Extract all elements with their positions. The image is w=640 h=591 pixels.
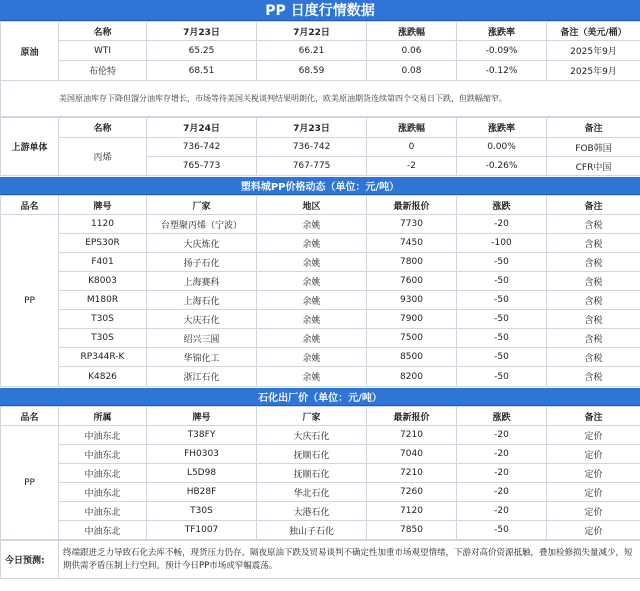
table-row (1, 291, 640, 310)
header-cell: 涨跌率 (457, 22, 547, 41)
cell: 7900 (367, 310, 457, 329)
table-row (1, 502, 640, 521)
cell: -20 (457, 464, 547, 483)
factory-section-title: 石化出厂价（单位：元/吨） (0, 387, 640, 406)
cell: 7500 (367, 329, 457, 348)
cell: 736-742 (147, 138, 257, 157)
cell: 含税 (547, 272, 640, 291)
report-title: PP 日度行情数据 (0, 0, 640, 21)
cell: EPS30R (59, 234, 147, 253)
cell: 1120 (59, 215, 147, 234)
cell: 余姚 (257, 272, 367, 291)
cell: 0.06 (367, 41, 457, 61)
monomer-label: 上游单体 (1, 118, 59, 176)
cell: T30S (59, 329, 147, 348)
header-cell: 品名 (1, 407, 59, 426)
cell: -2 (367, 157, 457, 176)
cell: 绍兴三圆 (147, 329, 257, 348)
cell: 7800 (367, 253, 457, 272)
cell: 含税 (547, 234, 640, 253)
header-cell: 牌号 (59, 196, 147, 215)
cell: 布伦特 (59, 61, 147, 81)
cell: 华北石化 (257, 483, 367, 502)
crude-label: 原油 (1, 22, 59, 81)
cell: 8200 (367, 367, 457, 387)
table-row (1, 521, 640, 540)
cell: 余姚 (257, 348, 367, 367)
cell: 7730 (367, 215, 457, 234)
cell: -20 (457, 215, 547, 234)
table-row (1, 464, 640, 483)
cell: 华锦化工 (147, 348, 257, 367)
cell: 含税 (547, 291, 640, 310)
cell: 台塑聚丙烯（宁波） (147, 215, 257, 234)
cell: 中油东北 (59, 426, 147, 445)
table-row (1, 272, 640, 291)
header-cell: 7月22日 (257, 22, 367, 41)
header-cell: 所属 (59, 407, 147, 426)
cell: 7210 (367, 464, 457, 483)
market-table (0, 195, 640, 387)
table-row (1, 329, 640, 348)
cell: 0.08 (367, 61, 457, 81)
cell: 含税 (547, 367, 640, 387)
header-cell: 厂家 (147, 196, 257, 215)
factory-table (0, 406, 640, 540)
cell: 抚顺石化 (257, 445, 367, 464)
cell: 余姚 (257, 310, 367, 329)
cell: 8500 (367, 348, 457, 367)
cell: 7600 (367, 272, 457, 291)
cell: 中油东北 (59, 445, 147, 464)
cell: 大港石化 (257, 502, 367, 521)
cell: -50 (457, 367, 547, 387)
cell: F401 (59, 253, 147, 272)
header-cell: 最新报价 (367, 407, 457, 426)
cell: -20 (457, 502, 547, 521)
cell: 定价 (547, 502, 640, 521)
cell: 浙江石化 (147, 367, 257, 387)
table-row (1, 41, 640, 61)
cell: 767-775 (257, 157, 367, 176)
cell: -0.26% (457, 157, 547, 176)
table-row (1, 61, 640, 81)
cell: 上海赛科 (147, 272, 257, 291)
cell: 中油东北 (59, 483, 147, 502)
table-row (1, 426, 640, 445)
forecast-text: 终端跟进乏力导致石化去库不畅，现货压力仍存。隔夜原油下跌及贸易谈判不确定性加重市场观望情绪，下游对高价资源抵触，叠加检修损失量减少，短期供需矛盾压制上行空间。预计今日PP市场或窄幅震荡。 (59, 541, 640, 579)
header-cell: 备注 (547, 196, 640, 215)
table-row (1, 367, 640, 387)
factory-product: PP (1, 426, 59, 540)
header-cell: 地区 (257, 196, 367, 215)
cell: T38FY (147, 426, 257, 445)
cell: 66.21 (257, 41, 367, 61)
crude-note-row (1, 81, 640, 117)
cell: 定价 (547, 483, 640, 502)
cell: 9300 (367, 291, 457, 310)
header-cell: 涨跌幅 (367, 22, 457, 41)
forecast-row (1, 541, 640, 579)
header-cell: 备注 (547, 118, 640, 138)
cell: 含税 (547, 253, 640, 272)
cell: 大庆石化 (257, 426, 367, 445)
table-row (1, 253, 640, 272)
header-cell: 品名 (1, 196, 59, 215)
cell: -0.12% (457, 61, 547, 81)
cell: 0 (367, 138, 457, 157)
cell: 含税 (547, 329, 640, 348)
cell: 余姚 (257, 215, 367, 234)
forecast-label: 今日预测: (1, 541, 59, 579)
crude-note: 美国原油库存下降但馏分油库存增长，市场等待美国关税谈判结果明朗化，欧美原油期货连续第四个交易日下跌，但跌幅缩窄。 (1, 81, 640, 117)
market-section-title: 塑料城PP价格动态（单位：元/吨） (0, 176, 640, 195)
crude-header-row (1, 22, 640, 41)
cell: -50 (457, 329, 547, 348)
header-cell: 7月23日 (257, 118, 367, 138)
header-cell: 厂家 (257, 407, 367, 426)
header-cell: 备注 (547, 407, 640, 426)
cell: 定价 (547, 464, 640, 483)
monomer-name: 丙烯 (59, 138, 147, 176)
cell: 余姚 (257, 291, 367, 310)
cell: -20 (457, 445, 547, 464)
cell: -20 (457, 426, 547, 445)
table-row (1, 138, 640, 157)
cell: -50 (457, 272, 547, 291)
header-cell: 涨跌幅 (367, 118, 457, 138)
cell: 7210 (367, 426, 457, 445)
table-row (1, 348, 640, 367)
cell: 含税 (547, 310, 640, 329)
cell: 68.51 (147, 61, 257, 81)
cell: FH0303 (147, 445, 257, 464)
cell: 65.25 (147, 41, 257, 61)
cell: 上海石化 (147, 291, 257, 310)
cell: 余姚 (257, 367, 367, 387)
table-row (1, 483, 640, 502)
crude-table (0, 21, 640, 117)
forecast-table (0, 540, 640, 579)
cell: 抚顺石化 (257, 464, 367, 483)
header-cell: 最新报价 (367, 196, 457, 215)
cell: T30S (147, 502, 257, 521)
table-row (1, 234, 640, 253)
cell: 7120 (367, 502, 457, 521)
cell: 2025年9月 (547, 61, 640, 81)
cell: -50 (457, 348, 547, 367)
cell: M180R (59, 291, 147, 310)
cell: K4826 (59, 367, 147, 387)
cell: 定价 (547, 426, 640, 445)
cell: HB28F (147, 483, 257, 502)
cell: 余姚 (257, 253, 367, 272)
cell: 7040 (367, 445, 457, 464)
cell: 7450 (367, 234, 457, 253)
cell: 余姚 (257, 329, 367, 348)
header-cell: 7月24日 (147, 118, 257, 138)
cell: 7850 (367, 521, 457, 540)
cell: 中油东北 (59, 521, 147, 540)
cell: 扬子石化 (147, 253, 257, 272)
cell: FOB韩国 (547, 138, 640, 157)
monomer-header-row (1, 118, 640, 138)
header-cell: 涨跌 (457, 407, 547, 426)
cell: -0.09% (457, 41, 547, 61)
cell: 7260 (367, 483, 457, 502)
cell: 定价 (547, 521, 640, 540)
cell: 大庆石化 (147, 310, 257, 329)
cell: 2025年9月 (547, 41, 640, 61)
cell: T30S (59, 310, 147, 329)
cell: 独山子石化 (257, 521, 367, 540)
cell: 含税 (547, 215, 640, 234)
cell: -50 (457, 253, 547, 272)
cell: 中油东北 (59, 464, 147, 483)
cell: CFR中国 (547, 157, 640, 176)
cell: 定价 (547, 445, 640, 464)
cell: K8003 (59, 272, 147, 291)
table-row (1, 215, 640, 234)
header-cell: 7月23日 (147, 22, 257, 41)
header-cell: 备注（美元/桶） (547, 22, 640, 41)
factory-header-row (1, 407, 640, 426)
cell: TF1007 (147, 521, 257, 540)
cell: RP344R-K (59, 348, 147, 367)
cell: -50 (457, 521, 547, 540)
cell: 余姚 (257, 234, 367, 253)
cell: -50 (457, 310, 547, 329)
header-cell: 名称 (59, 22, 147, 41)
cell: 68.59 (257, 61, 367, 81)
cell: 765-773 (147, 157, 257, 176)
cell: WTI (59, 41, 147, 61)
cell: 0.00% (457, 138, 547, 157)
cell: 大庆炼化 (147, 234, 257, 253)
cell: -50 (457, 291, 547, 310)
monomer-table (0, 117, 640, 176)
cell: -100 (457, 234, 547, 253)
cell: -20 (457, 483, 547, 502)
header-cell: 涨跌率 (457, 118, 547, 138)
cell: 中油东北 (59, 502, 147, 521)
market-product: PP (1, 215, 59, 387)
header-cell: 牌号 (147, 407, 257, 426)
cell: 736-742 (257, 138, 367, 157)
header-cell: 名称 (59, 118, 147, 138)
table-row (1, 445, 640, 464)
cell: 含税 (547, 348, 640, 367)
cell: L5D98 (147, 464, 257, 483)
market-header-row (1, 196, 640, 215)
header-cell: 涨跌 (457, 196, 547, 215)
table-row (1, 310, 640, 329)
